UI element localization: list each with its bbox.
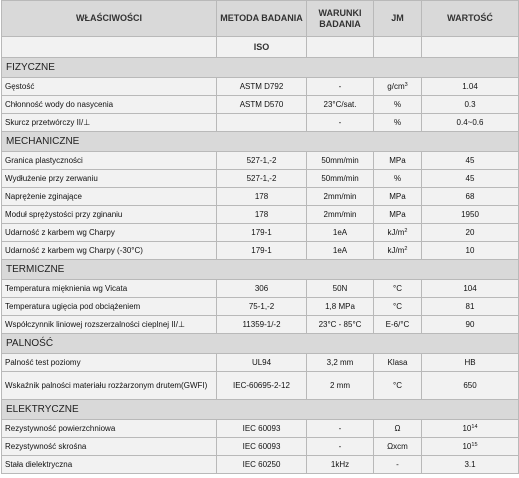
test-method-text: UL94: [251, 357, 272, 367]
test-method: [217, 354, 307, 372]
unit-cell-text: %: [393, 117, 402, 127]
value-cell: [422, 456, 519, 474]
table-row: [2, 298, 519, 316]
header-method: METODA BADANIA: [217, 1, 307, 37]
property-name-text: Udarność z karbem wg Charpy (-30°C): [5, 245, 143, 255]
unit-cell: [374, 152, 422, 170]
value-cell-text: 20: [465, 227, 475, 237]
property-name-text: Skurcz przetwórczy II/⊥: [5, 117, 91, 127]
property-name-text: Udarność z karbem wg Charpy: [5, 227, 115, 237]
section-title: PALNOŚĆ: [2, 334, 519, 354]
value-cell: [422, 438, 519, 456]
table-row: [2, 96, 519, 114]
test-conditions-text: 1eA: [332, 245, 348, 255]
table-row: [2, 420, 519, 438]
test-method-text: IEC 60250: [242, 459, 281, 469]
test-conditions: [307, 206, 374, 224]
property-name-text: Gęstość: [5, 81, 35, 91]
value-cell: [422, 170, 519, 188]
property-name: [2, 78, 217, 96]
section-header-row: [2, 400, 519, 420]
unit-cell: [374, 280, 422, 298]
test-conditions: [307, 280, 374, 298]
value-cell-text: 45: [465, 173, 475, 183]
properties-table: [1, 0, 519, 474]
test-conditions: [307, 438, 374, 456]
header-unit: JM: [374, 1, 422, 37]
property-name: [2, 354, 217, 372]
property-name: [2, 170, 217, 188]
property-name: [2, 316, 217, 334]
unit-cell-text: kJ/m: [387, 227, 405, 237]
property-name: [2, 438, 217, 456]
property-name-text: Moduł sprężystości przy zginaniu: [5, 209, 123, 219]
test-method: [217, 280, 307, 298]
value-cell: [422, 316, 519, 334]
test-conditions: [307, 152, 374, 170]
unit-cell-text: MPa: [389, 191, 406, 201]
value-cell: [422, 298, 519, 316]
section-title: MECHANICZNE: [2, 132, 519, 152]
test-method-text: ASTM D792: [239, 81, 284, 91]
test-method: [217, 242, 307, 260]
unit-cell-superscript: 2: [404, 245, 408, 252]
property-name: [2, 280, 217, 298]
test-conditions-text: -: [338, 441, 342, 451]
test-conditions: [307, 114, 374, 132]
value-cell: [422, 114, 519, 132]
test-method-text: 179-1: [251, 227, 272, 237]
test-conditions: [307, 96, 374, 114]
unit-cell-text: Klasa: [387, 357, 408, 367]
test-method: [217, 96, 307, 114]
section-title: TERMICZNE: [2, 260, 519, 280]
table-row: [2, 78, 519, 96]
test-method: [217, 78, 307, 96]
value-cell-text: 650: [463, 380, 477, 390]
unit-cell: [374, 372, 422, 400]
test-conditions-text: 2mm/min: [323, 209, 357, 219]
test-method-text: 527-1,-2: [246, 173, 277, 183]
unit-cell-superscript: 2: [404, 227, 408, 234]
unit-cell-text: E-6/°C: [385, 319, 410, 329]
test-conditions-text: 1,8 MPa: [325, 301, 355, 311]
unit-cell-text: %: [393, 173, 402, 183]
test-conditions-text: 1eA: [332, 227, 348, 237]
table-row: [2, 316, 519, 334]
test-method-text: 306: [254, 283, 269, 293]
unit-cell: [374, 298, 422, 316]
table-body: [2, 58, 519, 474]
property-name: [2, 188, 217, 206]
unit-cell-superscript: 3: [404, 81, 408, 88]
test-conditions-text: 2mm/min: [323, 191, 357, 201]
test-method-text: 75-1,-2: [248, 301, 275, 311]
value-cell: [422, 206, 519, 224]
test-conditions-text: 50mm/min: [321, 155, 359, 165]
test-conditions-text: 1kHz: [330, 459, 350, 469]
unit-cell-text: °C: [393, 301, 402, 311]
property-name: [2, 152, 217, 170]
table-row: [2, 242, 519, 260]
section-header-row: [2, 334, 519, 354]
property-name: [2, 206, 217, 224]
value-cell: [422, 188, 519, 206]
value-cell: [422, 420, 519, 438]
test-conditions: [307, 170, 374, 188]
value-cell-text: 0.3: [464, 99, 476, 109]
unit-cell: [374, 420, 422, 438]
unit-cell: [374, 206, 422, 224]
property-name: [2, 456, 217, 474]
unit-cell: [374, 438, 422, 456]
test-conditions-text: 50N: [332, 283, 348, 293]
value-cell-text: 10: [462, 441, 472, 451]
unit-cell: [374, 242, 422, 260]
property-name: [2, 242, 217, 260]
unit-cell-text: -: [396, 459, 399, 469]
table-row: [2, 372, 519, 400]
header-row: [2, 1, 519, 37]
property-name-text: Chłonność wody do nasycenia: [5, 99, 114, 109]
unit-cell: [374, 78, 422, 96]
table-row: [2, 456, 519, 474]
header-property: WŁAŚCIWOŚCI: [2, 1, 217, 37]
test-method: [217, 456, 307, 474]
table-row: [2, 114, 519, 132]
unit-cell: [374, 96, 422, 114]
section-header-row: [2, 260, 519, 280]
table-row: [2, 188, 519, 206]
test-conditions: [307, 354, 374, 372]
unit-cell: [374, 224, 422, 242]
test-method-text: ASTM D570: [239, 99, 284, 109]
unit-cell-text: kJ/m: [387, 245, 405, 255]
unit-cell-text: °C: [393, 283, 402, 293]
test-conditions-text: -: [338, 423, 342, 433]
value-cell-text: HB: [464, 357, 476, 367]
table-row: [2, 170, 519, 188]
test-method-text: 527-1,-2: [246, 155, 277, 165]
test-conditions-text: 3,2 mm: [326, 357, 354, 367]
value-cell: [422, 78, 519, 96]
property-name-text: Wskaźnik palności materiału rozżarzonym drutem(GWFI): [5, 380, 208, 390]
value-cell-text: 3.1: [464, 459, 476, 469]
unit-cell-text: °C: [393, 380, 402, 390]
test-conditions-text: 2 mm: [330, 380, 350, 390]
test-method-text: 178: [254, 209, 269, 219]
value-cell: [422, 280, 519, 298]
test-conditions: [307, 188, 374, 206]
property-name-text: Współczynnik liniowej rozszerzalności cieplnej II/⊥: [5, 319, 185, 329]
table-row: [2, 206, 519, 224]
unit-cell-text: MPa: [389, 155, 406, 165]
unit-cell: [374, 188, 422, 206]
unit-cell-text: g/cm: [387, 81, 405, 91]
property-name-text: Granica plastyczności: [5, 155, 83, 165]
unit-cell: [374, 354, 422, 372]
table-row: [2, 152, 519, 170]
value-cell-text: 0.4~0.6: [456, 117, 484, 127]
section-title: ELEKTRYCZNE: [2, 400, 519, 420]
test-method-text: IEC 60093: [242, 423, 281, 433]
value-cell-text: 10: [462, 423, 472, 433]
property-name: [2, 96, 217, 114]
test-conditions: [307, 298, 374, 316]
test-method: [217, 170, 307, 188]
property-name-text: Wydłużenie przy zerwaniu: [5, 173, 98, 183]
unit-cell: [374, 316, 422, 334]
value-cell: [422, 152, 519, 170]
test-conditions: [307, 420, 374, 438]
section-header-row: [2, 58, 519, 78]
unit-cell: [374, 114, 422, 132]
value-cell: [422, 224, 519, 242]
table-row: [2, 224, 519, 242]
test-method-text: 178: [254, 191, 269, 201]
property-name: [2, 298, 217, 316]
value-cell-superscript: 14: [471, 423, 478, 430]
test-method: [217, 224, 307, 242]
test-method: [217, 372, 307, 400]
value-cell-text: 104: [463, 283, 477, 293]
standard-spacer: [307, 37, 374, 58]
standard-row: [2, 37, 519, 58]
test-conditions-text: -: [338, 81, 342, 91]
test-method-text: IEC-60695-2-12: [233, 380, 290, 390]
header-value: WARTOŚĆ: [422, 1, 519, 37]
value-cell-superscript: 15: [471, 441, 478, 448]
value-cell: [422, 96, 519, 114]
standard-spacer: [422, 37, 519, 58]
test-method-text: 11359-1/-2: [242, 319, 281, 329]
test-conditions: [307, 316, 374, 334]
property-name: [2, 372, 217, 400]
header-conditions: WARUNKI BADANIA: [307, 1, 374, 37]
test-conditions: [307, 224, 374, 242]
table-row: [2, 280, 519, 298]
property-name-text: Palność test poziomy: [5, 357, 81, 367]
property-name-text: Temperatura ugięcia pod obciążeniem: [5, 301, 141, 311]
value-cell: [422, 372, 519, 400]
unit-cell: [374, 170, 422, 188]
test-method: [217, 298, 307, 316]
test-method: [217, 206, 307, 224]
test-conditions: [307, 242, 374, 260]
property-name: [2, 420, 217, 438]
property-name-text: Naprężenie zginające: [5, 191, 82, 201]
property-name-text: Temperatura mięknienia wg Vicata: [5, 283, 128, 293]
table-row: [2, 438, 519, 456]
value-cell-text: 45: [465, 155, 475, 165]
unit-cell: [374, 456, 422, 474]
value-cell-text: 90: [465, 319, 475, 329]
test-method: [217, 114, 307, 132]
unit-cell-text: Ω: [394, 423, 401, 433]
standard-spacer: [374, 37, 422, 58]
test-conditions-text: -: [338, 117, 342, 127]
unit-cell-text: Ωxcm: [387, 441, 408, 451]
test-method-text: 179-1: [251, 245, 272, 255]
property-name: [2, 224, 217, 242]
test-conditions: [307, 78, 374, 96]
test-method: [217, 188, 307, 206]
test-method: [217, 420, 307, 438]
property-name-text: Stała dielektryczna: [5, 459, 73, 469]
table-row: [2, 354, 519, 372]
test-method: [217, 438, 307, 456]
value-cell-text: 10: [465, 245, 475, 255]
section-title: FIZYCZNE: [2, 58, 519, 78]
test-method: [217, 316, 307, 334]
test-conditions-text: 50mm/min: [321, 173, 359, 183]
value-cell: [422, 354, 519, 372]
value-cell-text: 1.04: [462, 81, 478, 91]
value-cell-text: 1950: [461, 209, 479, 219]
unit-cell-text: MPa: [389, 209, 406, 219]
test-conditions: [307, 456, 374, 474]
value-cell: [422, 242, 519, 260]
test-conditions-text: 23°C/sat.: [323, 99, 357, 109]
standard-label: ISO: [217, 37, 307, 58]
unit-cell-text: %: [393, 99, 402, 109]
value-cell-text: 68: [465, 191, 475, 201]
property-name: [2, 114, 217, 132]
test-conditions: [307, 372, 374, 400]
section-header-row: [2, 132, 519, 152]
test-method: [217, 152, 307, 170]
test-method-text: IEC 60093: [242, 441, 281, 451]
property-name-text: Rezystywność skrośna: [5, 441, 87, 451]
test-conditions-text: 23°C - 85°C: [318, 319, 362, 329]
standard-spacer: [2, 37, 217, 58]
property-name-text: Rezystywność powierzchniowa: [5, 423, 116, 433]
value-cell-text: 81: [465, 301, 475, 311]
